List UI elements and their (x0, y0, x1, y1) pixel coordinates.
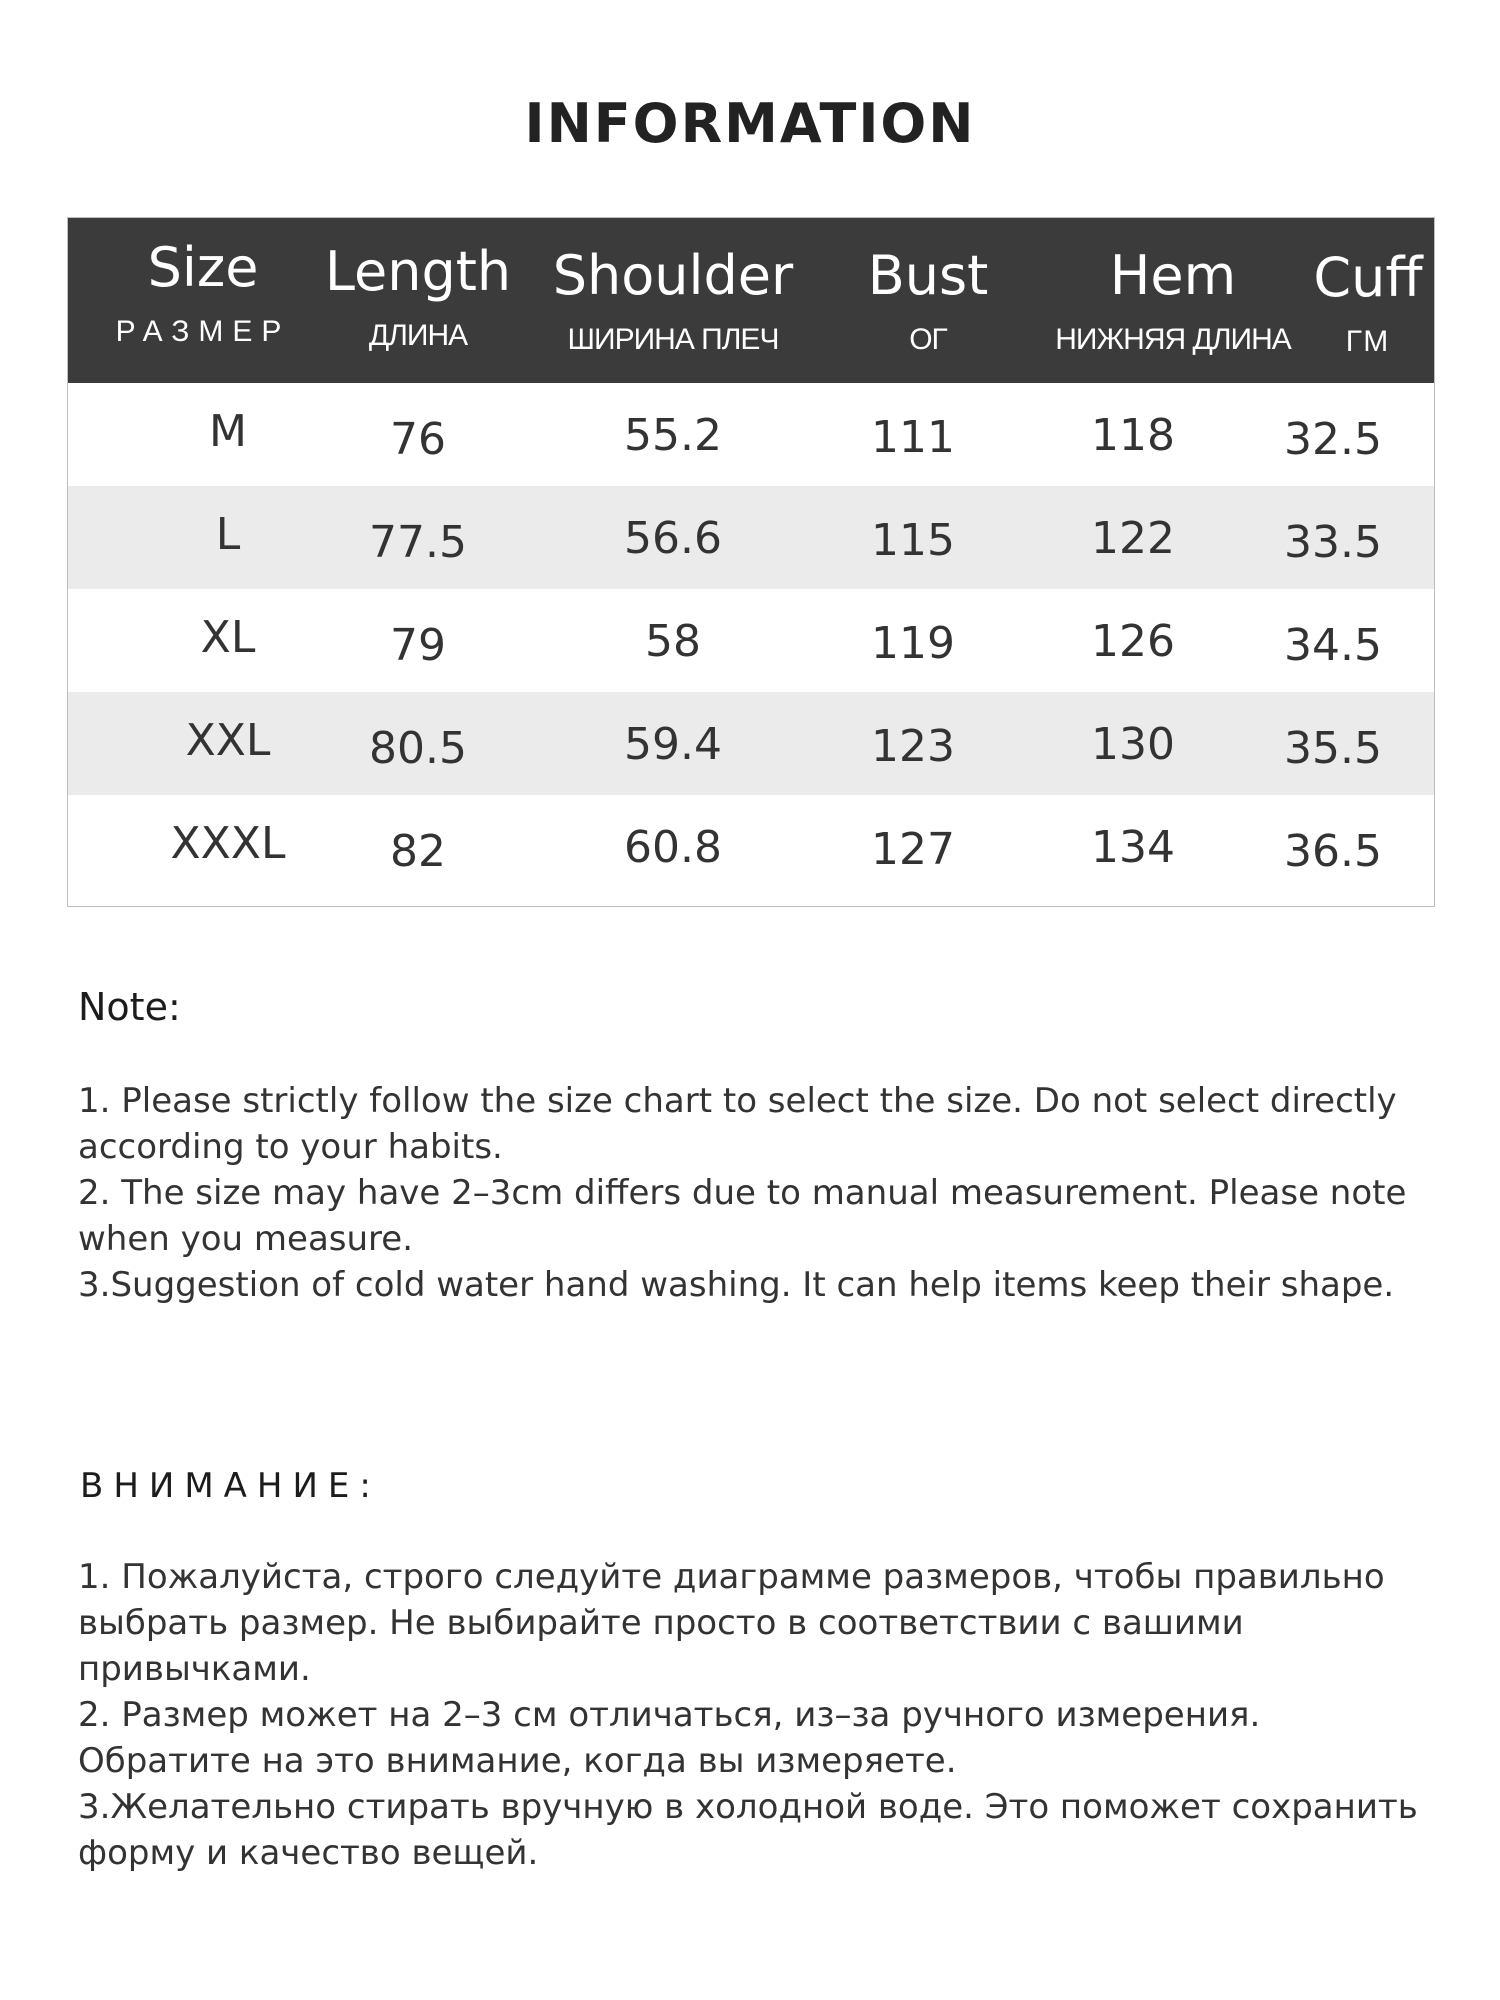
header-hem-ru: НИЖНЯЯ ДЛИНА (1055, 323, 1291, 356)
cell-length: 79 (390, 620, 446, 671)
note-item-2: 2. The size may have 2–3cm differs due to manual measurement. Please note when you measure. (78, 1173, 1407, 1259)
cell-size: M (209, 406, 247, 457)
cell-length: 80.5 (369, 723, 467, 774)
header-shoulder-ru: ШИРИНА ПЛЕЧ (567, 323, 779, 356)
header-shoulder-en: Shoulder (552, 244, 794, 307)
header-size-en: Size (147, 236, 259, 299)
cell-size: XL (200, 612, 256, 663)
cell-hem: 134 (1091, 822, 1175, 873)
cell-shoulder: 59.4 (624, 719, 722, 770)
table-row (68, 486, 1434, 589)
note-ru-item-1: 1. Пожалуйста, строго следуйте диаграмме размеров, чтобы правильно выбрать размер. Не выбирайте просто в соответствии с вашими привычками. (78, 1557, 1385, 1689)
table-row (68, 795, 1434, 898)
cell-length: 76 (390, 414, 446, 465)
cell-length: 82 (390, 826, 446, 877)
table-row (68, 383, 1434, 486)
note-ru-item-2: 2. Размер может на 2–3 см отличаться, из–за ручного измерения. Обратите на это внимание, когда вы измеряете. (78, 1695, 1261, 1781)
cell-bust: 111 (871, 412, 955, 463)
header-size (88, 238, 318, 350)
header-shoulder (543, 246, 803, 358)
header-length (318, 242, 518, 354)
header-bust-en: Bust (867, 244, 989, 307)
cell-size: XXL (185, 715, 271, 766)
cell-shoulder: 58 (645, 616, 701, 667)
size-table (67, 217, 1435, 907)
cell-bust: 123 (871, 721, 955, 772)
header-hem-en: Hem (1109, 244, 1237, 307)
header-cuff-ru: ГМ (1345, 325, 1391, 358)
cell-shoulder: 56.6 (624, 513, 722, 564)
page-title: INFORMATION (524, 92, 976, 155)
note-item-3: 3.Suggestion of cold water hand washing. It can help items keep their shape. (78, 1265, 1395, 1305)
header-bust (828, 246, 1028, 358)
cell-bust: 127 (871, 824, 955, 875)
note-ru-heading: ВНИМАНИЕ: (80, 1466, 381, 1506)
cell-bust: 119 (871, 618, 955, 669)
header-bust-ru: ОГ (909, 323, 947, 356)
header-size-ru: РАЗМЕР (115, 315, 291, 348)
header-hem (1023, 246, 1323, 358)
note-heading: Note: (78, 985, 181, 1029)
note-ru-item-3: 3.Желательно стирать вручную в холодной воде. Это поможет сохранить форму и качество вещей. (78, 1787, 1418, 1873)
cell-cuff: 32.5 (1284, 414, 1382, 465)
table-row (68, 692, 1434, 795)
cell-hem: 122 (1091, 513, 1175, 564)
cell-length: 77.5 (369, 517, 467, 568)
header-length-en: Length (324, 240, 512, 303)
cell-cuff: 34.5 (1284, 620, 1382, 671)
cell-bust: 115 (871, 515, 955, 566)
cell-shoulder: 60.8 (624, 822, 722, 873)
note-item-1: 1. Please strictly follow the size chart to select the size. Do not select directly according to your habits. (78, 1081, 1397, 1167)
header-cuff (1288, 248, 1448, 360)
cell-hem: 130 (1091, 719, 1175, 770)
cell-size: XXXL (170, 818, 286, 869)
cell-size: L (215, 509, 241, 560)
header-cuff-en: Cuff (1313, 246, 1423, 309)
cell-shoulder: 55.2 (624, 410, 722, 461)
table-header (68, 218, 1434, 383)
cell-cuff: 33.5 (1284, 517, 1382, 568)
cell-cuff: 35.5 (1284, 723, 1382, 774)
cell-hem: 126 (1091, 616, 1175, 667)
cell-cuff: 36.5 (1284, 826, 1382, 877)
cell-hem: 118 (1091, 410, 1175, 461)
header-length-ru: ДЛИНА (368, 319, 468, 352)
table-row (68, 589, 1434, 692)
